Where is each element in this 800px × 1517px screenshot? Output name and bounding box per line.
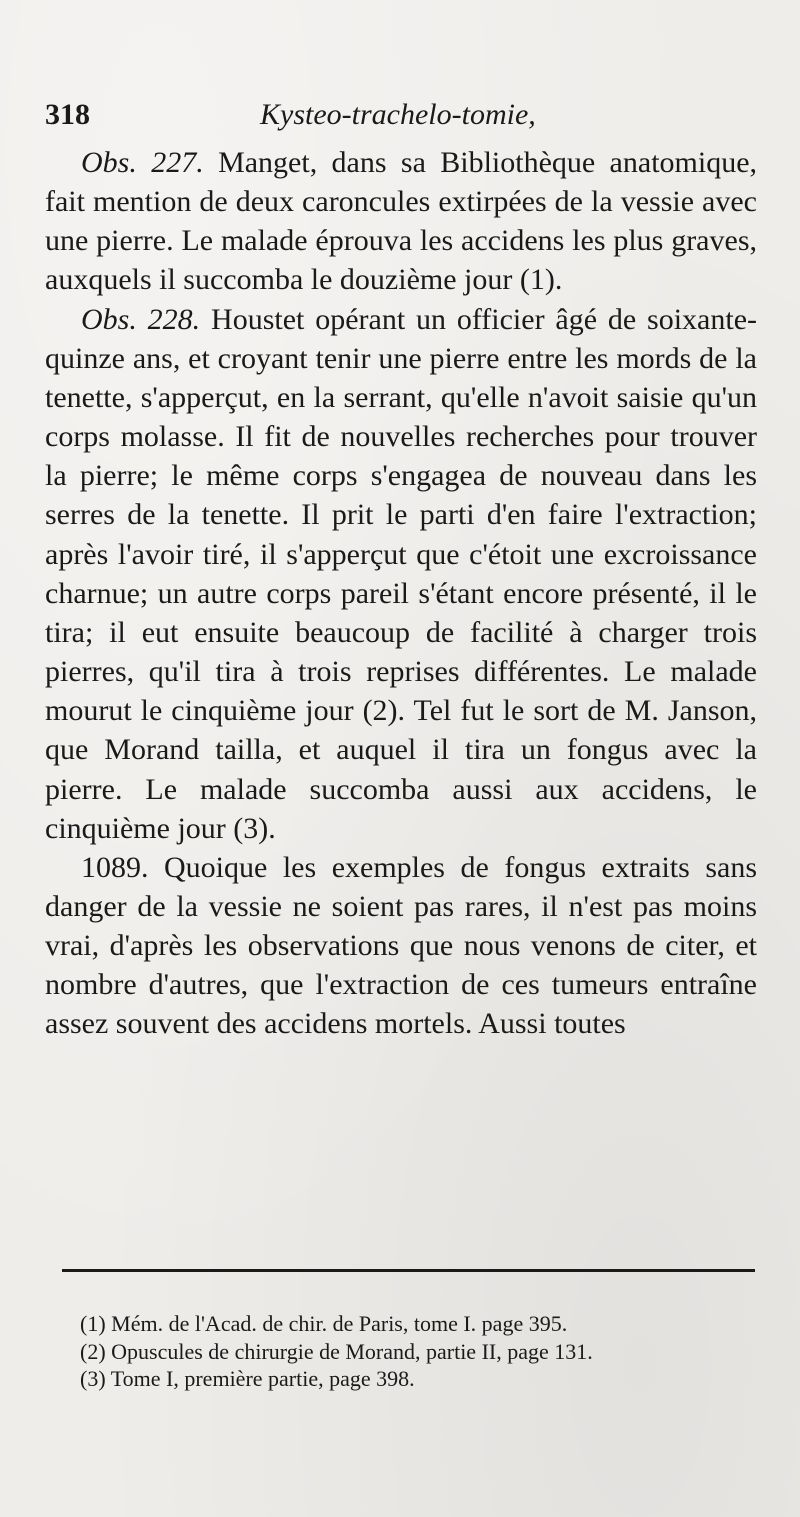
page-number: 318 xyxy=(45,98,90,131)
footnotes xyxy=(52,1310,757,1393)
paragraph-label: Obs. 228. xyxy=(81,302,201,336)
paragraph-text: Houstet opérant un officier âgé de soixante-quinze ans, et croyant tenir une pierre entre les mords de la tenette, s'apperçut, en la serrant, qu'elle n'avoit saisie qu'un corps molasse. Il fit de nouvelles recherches pour trouver la pierre; le même corps s'engagea de nouveau dans les serres de la tenette. Il prit le parti d'en faire l'extraction; après l'avoir tiré, il s'apperçut que c'étoit une excroissance charnue; un autre corps pareil s'étant encore présenté, il le tira; il eut ensuite beaucoup de facilité à charger trois pierres, qu'il tira à trois reprises différentes. Le malade mourut le cinquième jour (2). Tel fut le sort de M. Janson, que Morand tailla, et auquel il tira un fongus avec la pierre. Le malade succomba aussi aux accidens, le cinquième jour (3). xyxy=(45,302,757,845)
footnote-3: (3) Tome I, première partie, page 398. xyxy=(80,1366,415,1391)
body-text xyxy=(45,143,757,1044)
page-header xyxy=(45,98,755,138)
footnote-divider xyxy=(62,1269,755,1272)
paragraph-1089 xyxy=(45,848,757,1044)
paragraph-text: Quoique les exemples de fongus extraits sans danger de la vessie ne soient pas rares, il n'est pas moins vrai, d'après les observations que nous venons de citer, et nombre d'autres, que l'extraction de ces tumeurs entraîne assez souvent des accidens mortels. Aussi toutes xyxy=(45,850,757,1041)
paragraph-obs-228 xyxy=(45,300,757,848)
footnote-1: (1) Mém. de l'Acad. de chir. de Paris, tome I. page 395. xyxy=(80,1311,568,1336)
paragraph-obs-227 xyxy=(45,143,757,300)
running-head: Kysteo-trachelo-tomie, xyxy=(260,98,536,131)
paragraph-label: Obs. 227. xyxy=(81,146,204,179)
paragraph-text: Manget, dans sa Bibliothèque anatomique, fait mention de deux caroncules extirpées de la vessie avec une pierre. Le malade éprouva les accidens les plus graves, auxquels il succomba le douzième jour (1). xyxy=(45,146,758,297)
footnote-2: (2) Opuscules de chirurgie de Morand, partie II, page 131. xyxy=(80,1338,593,1364)
paragraph-label: 1089. xyxy=(81,850,149,884)
